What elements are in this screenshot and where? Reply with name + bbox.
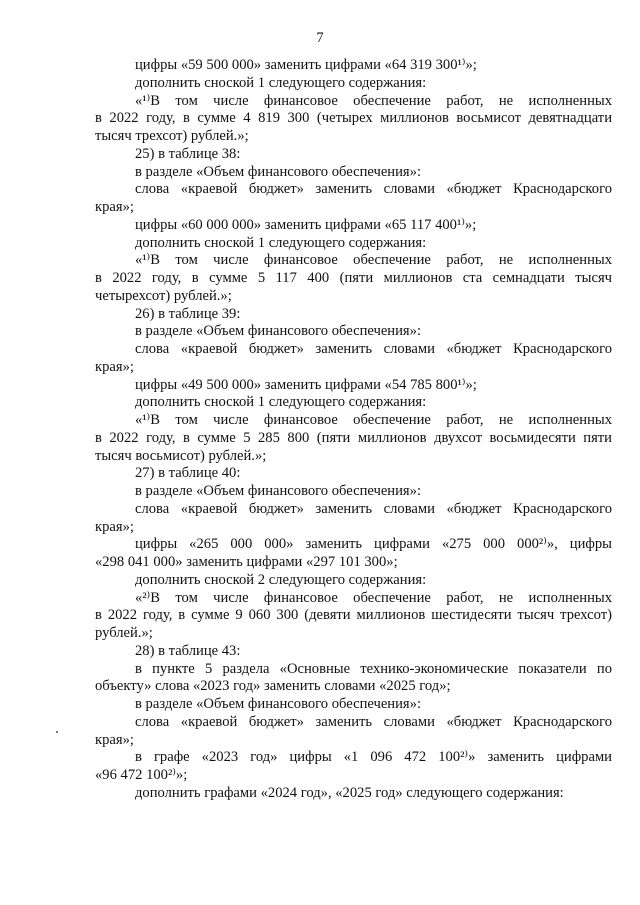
text-line: слова «краевой бюджет» заменить словами «бюджет Краснодарского [135,713,612,730]
text-line: «¹⁾В том числе финансовое обеспечение работ, не исполненных [135,252,612,269]
page-number: 7 [316,30,324,46]
text-line: слова «краевой бюджет» заменить словами «бюджет Краснодарского [135,181,612,198]
text-line: в 2022 году, в сумме 4 819 300 (четырех миллионов восьмисот девятнадцати [95,110,612,127]
text-line: края»; [95,358,134,375]
text-line: цифры «60 000 000» заменить цифрами «65 117 400¹⁾»; [135,216,477,233]
text-line: «²⁾В том числе финансовое обеспечение работ, не исполненных [135,589,612,606]
text-line: края»; [95,199,134,215]
text-line: края»; [95,518,134,535]
text-line: «96 472 100²⁾»; [95,767,188,783]
text-line: слова «краевой бюджет» заменить словами «бюджет Краснодарского [135,341,612,357]
text-line: дополнить сноской 2 следующего содержания: [135,571,427,588]
text-line: в разделе «Объем финансового обеспечения»: [135,163,421,180]
text-line: «298 041 000» заменить цифрами «297 101 300»; [95,554,398,570]
text-line: дополнить сноской 1 следующего содержания: [135,74,427,91]
text-line: в 2022 году, в сумме 9 060 300 (девяти миллионов шестидесяти тысяч трехсот) [95,607,612,624]
text-line: тысяч трехсот) рублей.»; [95,128,249,144]
text-line: слова «краевой бюджет» заменить словами «бюджет Краснодарского [135,500,612,517]
text-line: «¹⁾В том числе финансовое обеспечение работ, не исполненных [135,92,612,109]
text-line: края»; [95,731,134,748]
text-line: 25) в таблице 38: [135,145,241,162]
text-line: в пункте 5 раздела «Основные технико-экономические показатели по [135,660,612,677]
text-line: тысяч восьмисот) рублей.»; [95,447,267,464]
text-line: «¹⁾В том числе финансовое обеспечение работ, не исполненных [135,412,612,428]
text-line: дополнить сноской 1 следующего содержания: [135,234,427,251]
text-line: цифры «49 500 000» заменить цифрами «54 785 800¹⁾»; [135,376,477,393]
text-line: дополнить сноской 1 следующего содержания: [135,394,427,411]
scan-mark [56,731,58,733]
text-line: цифры «59 500 000» заменить цифрами «64 319 300¹⁾»; [135,57,477,73]
text-line: рублей.»; [95,625,153,641]
text-line: четырехсот) рублей.»; [95,287,232,304]
text-line: 28) в таблице 43: [135,642,241,659]
text-line: 27) в таблице 40: [135,465,241,482]
text-line: в разделе «Объем финансового обеспечения»: [135,696,421,712]
text-line: цифры «265 000 000» заменить цифрами «275 000 000²⁾», цифры [135,536,612,553]
text-line: в графе «2023 год» цифры «1 096 472 100²⁾» заменить цифрами [135,749,612,766]
text-line: в 2022 году, в сумме 5 117 400 (пяти миллионов ста семнадцати тысяч [95,270,612,286]
body-text [95,57,612,803]
text-line: дополнить графами «2024 год», «2025 год» следующего содержания: [135,784,564,801]
text-line: 26) в таблице 39: [135,305,241,322]
text-line: в разделе «Объем финансового обеспечения»: [135,483,421,499]
text-line: объекту» слова «2023 год» заменить словами «2025 год»; [95,678,451,695]
text-line: в 2022 году, в сумме 5 285 800 (пяти миллионов двухсот восьмидесяти пяти [95,429,612,446]
text-line: в разделе «Объем финансового обеспечения»: [135,323,421,340]
